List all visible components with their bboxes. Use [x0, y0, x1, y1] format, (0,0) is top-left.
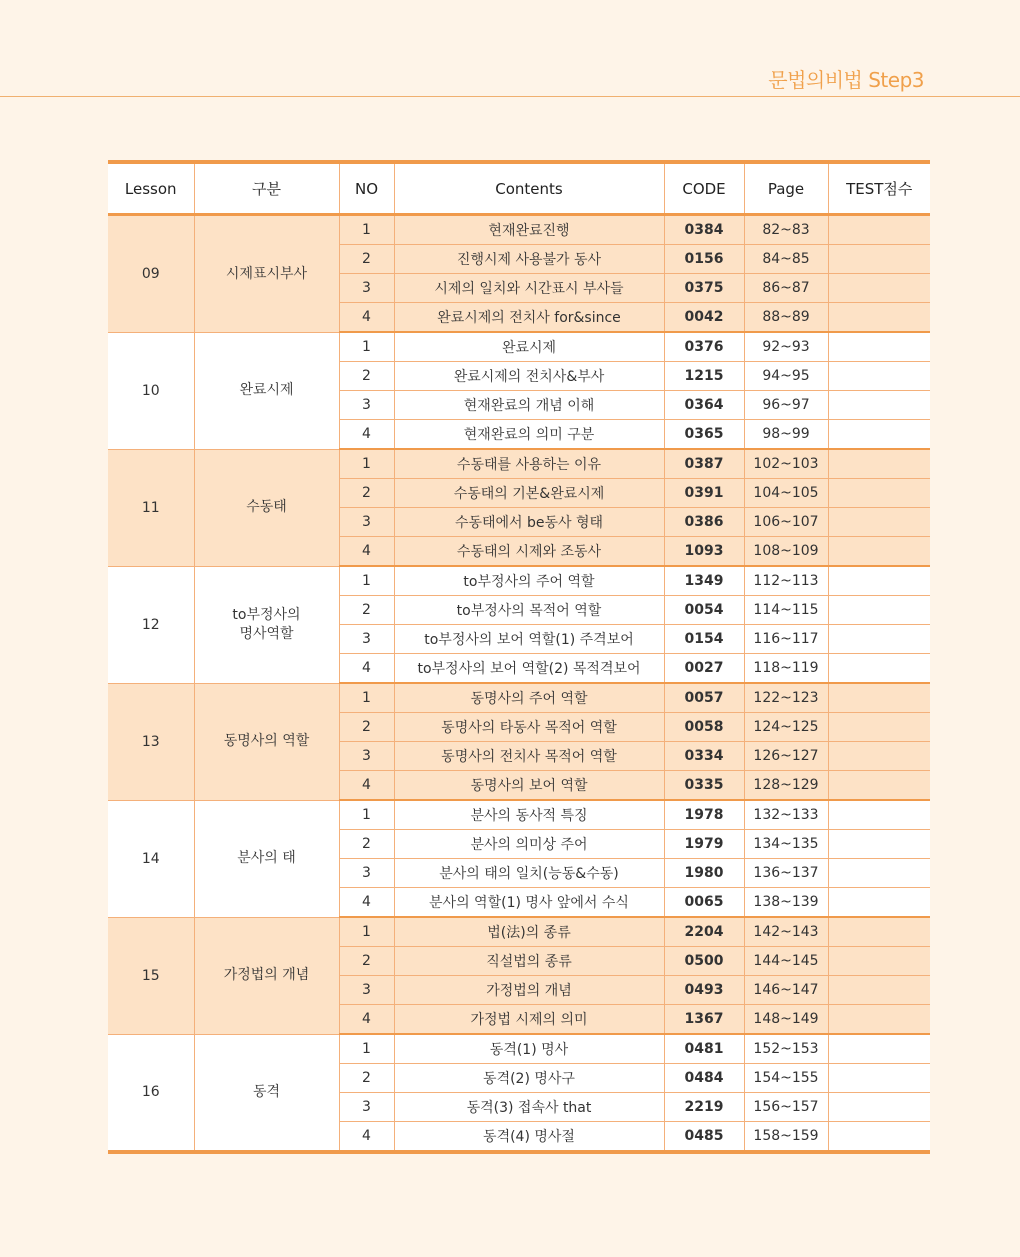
row-number: 3 [339, 1093, 394, 1122]
row-number: 1 [339, 215, 394, 245]
lesson-number: 15 [108, 917, 194, 1034]
row-code: 0365 [664, 420, 744, 450]
row-page: 106~107 [744, 508, 828, 537]
row-code: 0042 [664, 303, 744, 333]
row-code: 2219 [664, 1093, 744, 1122]
row-number: 4 [339, 888, 394, 918]
lesson-group [108, 800, 930, 917]
row-number: 3 [339, 274, 394, 303]
lesson-topic: 동명사의 역할 [194, 683, 339, 800]
lesson-number: 12 [108, 566, 194, 683]
row-number: 1 [339, 566, 394, 596]
row-page: 154~155 [744, 1064, 828, 1093]
row-contents: 진행시제 사용불가 동사 [394, 245, 664, 274]
row-code: 0484 [664, 1064, 744, 1093]
row-test-score[interactable] [828, 449, 930, 479]
row-page: 126~127 [744, 742, 828, 771]
row-code: 0375 [664, 274, 744, 303]
row-contents: to부정사의 목적어 역할 [394, 596, 664, 625]
row-page: 84~85 [744, 245, 828, 274]
row-test-score[interactable] [828, 947, 930, 976]
row-number: 3 [339, 391, 394, 420]
header-code: CODE [664, 162, 744, 215]
row-code: 0500 [664, 947, 744, 976]
lesson-group [108, 683, 930, 800]
row-page: 114~115 [744, 596, 828, 625]
row-contents: 동격(2) 명사구 [394, 1064, 664, 1093]
row-number: 1 [339, 917, 394, 947]
row-test-score[interactable] [828, 917, 930, 947]
row-page: 82~83 [744, 215, 828, 245]
row-code: 1349 [664, 566, 744, 596]
row-code: 0481 [664, 1034, 744, 1064]
row-code: 0335 [664, 771, 744, 801]
lesson-group [108, 332, 930, 449]
row-number: 1 [339, 683, 394, 713]
table-header-row [108, 162, 930, 215]
row-contents: 동격(1) 명사 [394, 1034, 664, 1064]
row-page: 144~145 [744, 947, 828, 976]
row-number: 4 [339, 537, 394, 567]
lesson-group [108, 449, 930, 566]
row-page: 108~109 [744, 537, 828, 567]
row-page: 102~103 [744, 449, 828, 479]
row-number: 3 [339, 859, 394, 888]
row-contents: 직설법의 종류 [394, 947, 664, 976]
row-test-score[interactable] [828, 596, 930, 625]
row-page: 92~93 [744, 332, 828, 362]
row-contents: to부정사의 보어 역할(1) 주격보어 [394, 625, 664, 654]
row-code: 0054 [664, 596, 744, 625]
row-test-score[interactable] [828, 683, 930, 713]
row-number: 2 [339, 596, 394, 625]
row-contents: 수동태의 기본&완료시제 [394, 479, 664, 508]
row-page: 88~89 [744, 303, 828, 333]
row-test-score[interactable] [828, 859, 930, 888]
lesson-topic: 완료시제 [194, 332, 339, 449]
row-test-score[interactable] [828, 274, 930, 303]
row-test-score[interactable] [828, 625, 930, 654]
row-code: 1367 [664, 1005, 744, 1035]
row-code: 0391 [664, 479, 744, 508]
header-lesson: Lesson [108, 162, 194, 215]
row-test-score[interactable] [828, 566, 930, 596]
row-code: 1215 [664, 362, 744, 391]
header-no: NO [339, 162, 394, 215]
lesson-group [108, 215, 930, 333]
table-row [108, 917, 930, 947]
row-number: 1 [339, 332, 394, 362]
row-code: 0065 [664, 888, 744, 918]
row-contents: to부정사의 주어 역할 [394, 566, 664, 596]
row-page: 146~147 [744, 976, 828, 1005]
row-test-score[interactable] [828, 800, 930, 830]
header-divider [0, 96, 1020, 97]
row-contents: 현재완료의 개념 이해 [394, 391, 664, 420]
table-row [108, 332, 930, 362]
row-number: 3 [339, 508, 394, 537]
row-page: 116~117 [744, 625, 828, 654]
row-contents: 완료시제의 전치사 for&since [394, 303, 664, 333]
row-contents: 분사의 역할(1) 명사 앞에서 수식 [394, 888, 664, 918]
lesson-topic: 시제표시부사 [194, 215, 339, 333]
header-test-score: TEST점수 [828, 162, 930, 215]
row-code: 0334 [664, 742, 744, 771]
row-page: 142~143 [744, 917, 828, 947]
row-page: 156~157 [744, 1093, 828, 1122]
row-code: 0485 [664, 1122, 744, 1153]
row-contents: 분사의 동사적 특징 [394, 800, 664, 830]
row-page: 94~95 [744, 362, 828, 391]
row-number: 3 [339, 742, 394, 771]
row-number: 4 [339, 1005, 394, 1035]
row-page: 134~135 [744, 830, 828, 859]
row-contents: 현재완료의 의미 구분 [394, 420, 664, 450]
row-code: 1979 [664, 830, 744, 859]
row-page: 148~149 [744, 1005, 828, 1035]
row-code: 0027 [664, 654, 744, 684]
lesson-topic: to부정사의 명사역할 [194, 566, 339, 683]
row-contents: 수동태에서 be동사 형태 [394, 508, 664, 537]
lesson-number: 14 [108, 800, 194, 917]
row-test-score[interactable] [828, 332, 930, 362]
row-test-score[interactable] [828, 303, 930, 333]
row-number: 1 [339, 800, 394, 830]
row-contents: 법(法)의 종류 [394, 917, 664, 947]
row-code: 0384 [664, 215, 744, 245]
row-number: 2 [339, 947, 394, 976]
row-test-score[interactable] [828, 420, 930, 450]
row-test-score[interactable] [828, 537, 930, 567]
row-code: 2204 [664, 917, 744, 947]
row-code: 0156 [664, 245, 744, 274]
row-contents: 분사의 의미상 주어 [394, 830, 664, 859]
book-title: 문법의비법 Step3 [768, 68, 924, 92]
row-number: 1 [339, 449, 394, 479]
row-page: 158~159 [744, 1122, 828, 1153]
table-row [108, 1034, 930, 1064]
row-page: 136~137 [744, 859, 828, 888]
row-test-score[interactable] [828, 245, 930, 274]
row-code: 0058 [664, 713, 744, 742]
lesson-number: 11 [108, 449, 194, 566]
lesson-group [108, 1034, 930, 1152]
row-number: 4 [339, 1122, 394, 1153]
row-contents: 동격(3) 접속사 that [394, 1093, 664, 1122]
table-row [108, 215, 930, 245]
row-contents: 수동태의 시제와 조동사 [394, 537, 664, 567]
row-number: 2 [339, 713, 394, 742]
row-number: 2 [339, 245, 394, 274]
row-contents: to부정사의 보어 역할(2) 목적격보어 [394, 654, 664, 684]
row-contents: 동명사의 보어 역할 [394, 771, 664, 801]
row-test-score[interactable] [828, 654, 930, 684]
lesson-topic: 동격 [194, 1034, 339, 1152]
row-number: 1 [339, 1034, 394, 1064]
row-number: 2 [339, 479, 394, 508]
table-row [108, 449, 930, 479]
lesson-number: 13 [108, 683, 194, 800]
lesson-group [108, 566, 930, 683]
row-page: 98~99 [744, 420, 828, 450]
row-test-score[interactable] [828, 1093, 930, 1122]
row-test-score[interactable] [828, 771, 930, 801]
lesson-number: 16 [108, 1034, 194, 1152]
lesson-topic: 분사의 태 [194, 800, 339, 917]
row-page: 96~97 [744, 391, 828, 420]
row-test-score[interactable] [828, 830, 930, 859]
row-page: 152~153 [744, 1034, 828, 1064]
lesson-number: 09 [108, 215, 194, 333]
row-test-score[interactable] [828, 391, 930, 420]
row-number: 4 [339, 303, 394, 333]
row-test-score[interactable] [828, 713, 930, 742]
lesson-topic: 가정법의 개념 [194, 917, 339, 1034]
row-number: 4 [339, 771, 394, 801]
row-page: 138~139 [744, 888, 828, 918]
row-contents: 가정법 시제의 의미 [394, 1005, 664, 1035]
row-contents: 분사의 태의 일치(능동&수동) [394, 859, 664, 888]
row-test-score[interactable] [828, 976, 930, 1005]
row-test-score[interactable] [828, 1122, 930, 1153]
row-number: 2 [339, 362, 394, 391]
row-page: 128~129 [744, 771, 828, 801]
row-contents: 완료시제 [394, 332, 664, 362]
header-contents: Contents [394, 162, 664, 215]
row-page: 104~105 [744, 479, 828, 508]
header-category: 구분 [194, 162, 339, 215]
row-page: 86~87 [744, 274, 828, 303]
row-number: 3 [339, 976, 394, 1005]
row-test-score[interactable] [828, 742, 930, 771]
row-test-score[interactable] [828, 1064, 930, 1093]
row-test-score[interactable] [828, 479, 930, 508]
row-contents: 수동태를 사용하는 이유 [394, 449, 664, 479]
row-contents: 시제의 일치와 시간표시 부사들 [394, 274, 664, 303]
table-row [108, 566, 930, 596]
table-row [108, 800, 930, 830]
lesson-topic: 수동태 [194, 449, 339, 566]
row-test-score[interactable] [828, 888, 930, 918]
row-code: 0386 [664, 508, 744, 537]
row-test-score[interactable] [828, 362, 930, 391]
row-contents: 완료시제의 전치사&부사 [394, 362, 664, 391]
row-test-score[interactable] [828, 1034, 930, 1064]
row-contents: 동명사의 전치사 목적어 역할 [394, 742, 664, 771]
row-page: 112~113 [744, 566, 828, 596]
row-contents: 동격(4) 명사절 [394, 1122, 664, 1153]
row-test-score[interactable] [828, 1005, 930, 1035]
row-test-score[interactable] [828, 215, 930, 245]
row-code: 0364 [664, 391, 744, 420]
row-contents: 동명사의 타동사 목적어 역할 [394, 713, 664, 742]
row-contents: 현재완료진행 [394, 215, 664, 245]
row-page: 132~133 [744, 800, 828, 830]
row-code: 0376 [664, 332, 744, 362]
row-page: 118~119 [744, 654, 828, 684]
row-code: 0154 [664, 625, 744, 654]
row-page: 124~125 [744, 713, 828, 742]
lesson-number: 10 [108, 332, 194, 449]
header-page: Page [744, 162, 828, 215]
row-contents: 가정법의 개념 [394, 976, 664, 1005]
row-code: 1978 [664, 800, 744, 830]
row-number: 3 [339, 625, 394, 654]
row-code: 0057 [664, 683, 744, 713]
lesson-schedule-table [108, 160, 930, 1154]
lesson-group [108, 917, 930, 1034]
row-code: 0493 [664, 976, 744, 1005]
row-number: 2 [339, 830, 394, 859]
row-number: 2 [339, 1064, 394, 1093]
row-number: 4 [339, 654, 394, 684]
row-test-score[interactable] [828, 508, 930, 537]
row-code: 0387 [664, 449, 744, 479]
row-contents: 동명사의 주어 역할 [394, 683, 664, 713]
row-number: 4 [339, 420, 394, 450]
row-code: 1093 [664, 537, 744, 567]
table-row [108, 683, 930, 713]
row-page: 122~123 [744, 683, 828, 713]
row-code: 1980 [664, 859, 744, 888]
